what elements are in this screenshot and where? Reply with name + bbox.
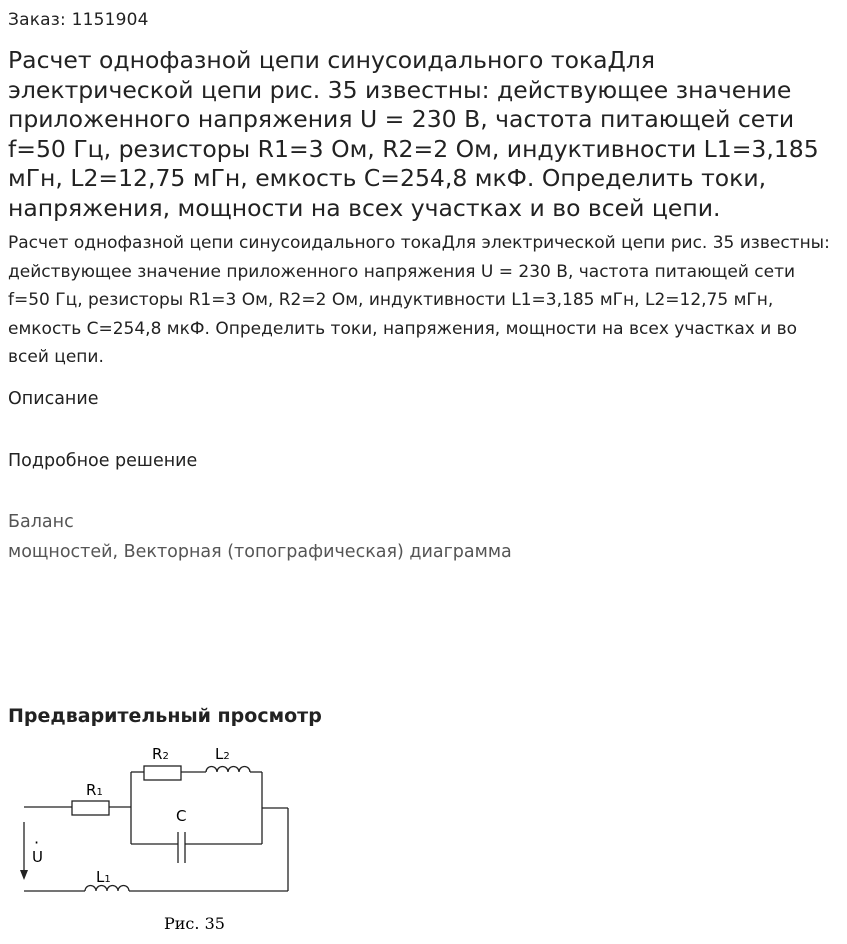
- voltage-arrow-head: [20, 870, 28, 880]
- label-c: C: [176, 807, 187, 825]
- task-paragraph: Расчет однофазной цепи синусоидального токаДля электрической цепи рис. 35 известны: действующее значение приложенного напряжения U = 230 В, частота питающей сети f=50 Гц, резисторы R1=3 Ом, R2=2 Ом, индуктивности L1=3,185 мГн, L2=12,75 мГн, емкость C=254,8 мкФ. Определить токи, напряжения, мощности на всех участках и во всей цепи.: [8, 233, 830, 367]
- solution-heading: Подробное решение: [8, 451, 198, 471]
- page-title: Расчет однофазной цепи синусоидального токаДля электрической цепи рис. 35 известны: действующее значение приложенного напряжения U = 230 В, частота питающей сети f=50 Гц, резисторы R1=3 Ом, R2=2 Ом, индуктивности L1=3,185 мГн, L2=12,75 мГн, емкость C=254,8 мкФ. Определить токи, напряжения, мощности на всех участках и во всей цепи.: [8, 46, 819, 222]
- label-l2: L2: [215, 745, 230, 763]
- label-u: U: [32, 848, 43, 866]
- resistor-r2: [144, 766, 181, 780]
- label-r2: R2: [152, 745, 169, 763]
- label-u-dot: ·: [34, 833, 40, 852]
- inductor-l2: [206, 767, 250, 773]
- inductor-l1: [85, 886, 129, 892]
- order-number: Заказ: 1151904: [8, 10, 149, 30]
- label-l1: L1: [96, 868, 111, 886]
- label-r1: R1: [86, 781, 103, 799]
- figure-caption: Рис. 35: [164, 914, 225, 933]
- resistor-r1: [72, 801, 109, 815]
- solution-details: [8, 507, 512, 567]
- solution-details-line-1: Баланс: [8, 512, 74, 532]
- circuit-diagram: [0, 738, 320, 944]
- solution-details-line-2: мощностей, Векторная (топографическая) диаграмма: [8, 542, 512, 562]
- description-heading: Описание: [8, 389, 99, 409]
- preview-heading: Предварительный просмотр: [8, 705, 322, 727]
